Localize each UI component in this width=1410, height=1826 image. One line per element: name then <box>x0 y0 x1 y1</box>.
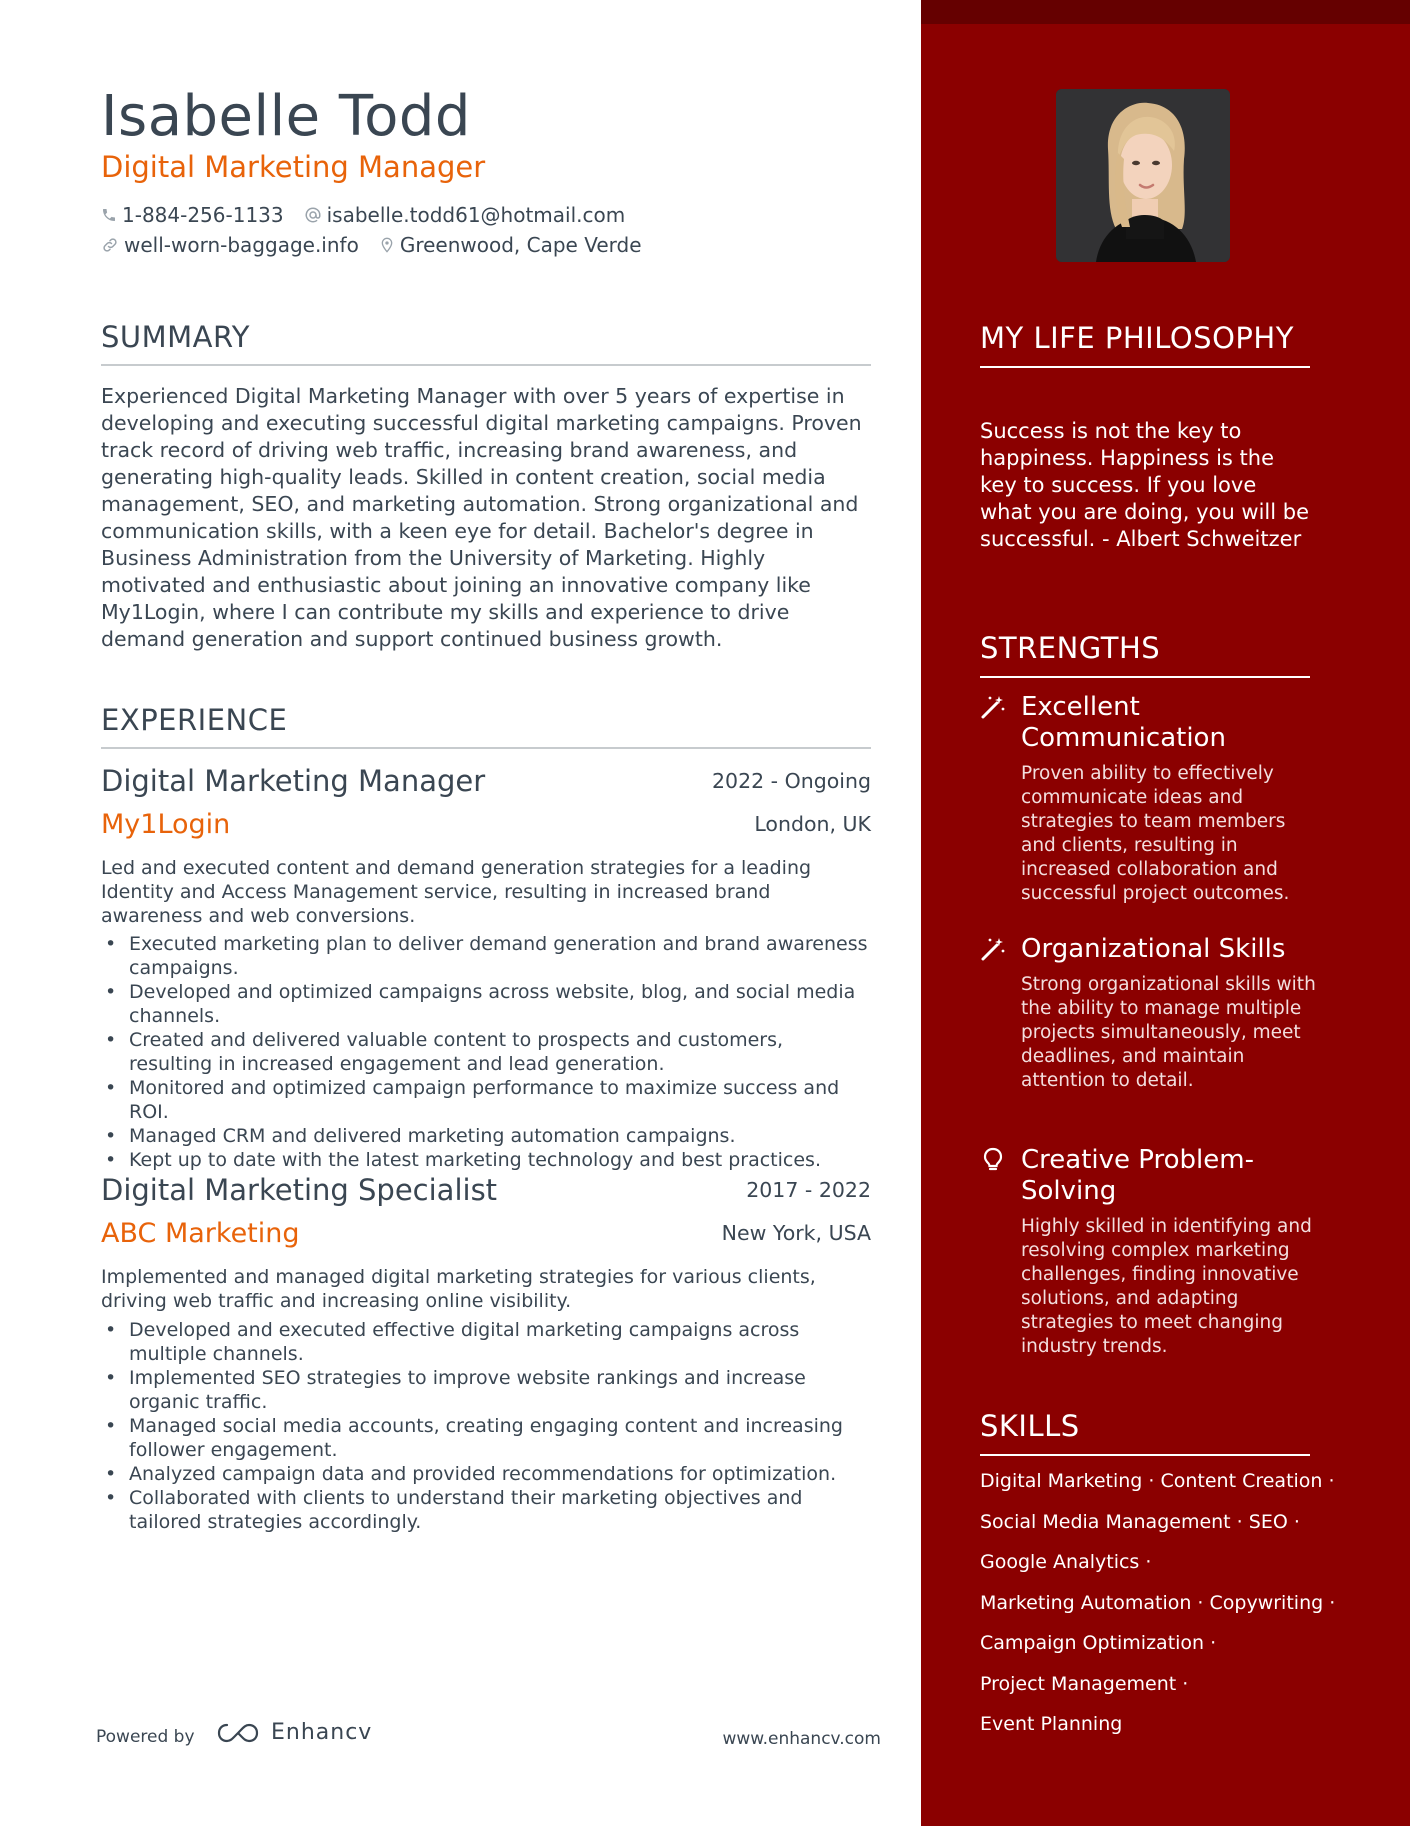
profile-photo <box>1056 89 1230 262</box>
skill-line: Social Media Management · SEO · <box>980 1510 1300 1533</box>
powered-by-label: Powered by <box>96 1727 195 1747</box>
website-text: well-worn-baggage.info <box>124 233 359 257</box>
skill-line: Marketing Automation · Copywriting · <box>980 1591 1336 1614</box>
enhancv-logo[interactable] <box>215 1720 372 1745</box>
job-bullet: • Developed and executed effective digital marketing campaigns across multiple channels. <box>101 1318 871 1366</box>
job-company: ABC Marketing <box>101 1218 300 1249</box>
sidebar <box>921 0 1410 1826</box>
job-bullet: • Kept up to date with the latest marketing technology and best practices. <box>101 1148 871 1172</box>
job-bullets <box>101 1318 871 1534</box>
job-bullet: • Managed CRM and delivered marketing automation campaigns. <box>101 1124 871 1148</box>
summary-heading: SUMMARY <box>101 320 871 366</box>
job-dates: 2017 - 2022 <box>746 1178 871 1202</box>
job-bullet: • Analyzed campaign data and provided recommendations for optimization. <box>101 1462 871 1486</box>
job-description: Implemented and managed digital marketing strategies for various clients, driving web traffic and increasing online visibility. <box>101 1266 816 1312</box>
strength-title: Excellent Communication <box>1021 692 1226 753</box>
job-bullet: • Managed social media accounts, creating engaging content and increasing follower engagement. <box>101 1414 871 1462</box>
job-bullet: • Developed and optimized campaigns across website, blog, and social media channels. <box>101 980 871 1028</box>
job-bullet: • Implemented SEO strategies to improve website rankings and increase organic traffic. <box>101 1366 871 1414</box>
job-location: New York, USA <box>721 1221 871 1245</box>
strength-description: Strong organizational skills with the ability to manage multiple projects simultaneously, meet deadlines, and maintain attention to detail. <box>1021 974 1316 1091</box>
job-bullet: • Collaborated with clients to understand their marketing objectives and tailored strategies accordingly. <box>101 1486 871 1534</box>
phone-contact[interactable] <box>101 203 284 227</box>
skills-list <box>980 1470 1340 1754</box>
strength-title: Organizational Skills <box>1021 934 1286 964</box>
phone-text: 1-884-256-1133 <box>122 203 284 227</box>
job-dates: 2022 - Ongoing <box>712 769 871 793</box>
job-title: Digital Marketing Manager <box>101 764 486 798</box>
job-bullet: • Monitored and optimized campaign performance to maximize success and ROI. <box>101 1076 871 1124</box>
skill-line: Event Planning <box>980 1713 1123 1735</box>
summary-text: Experienced Digital Marketing Manager with over 5 years of expertise in developing and executing successful digital marketing campaigns. Proven track record of driving web traffic, increasing brand awareness, and generating high-quality leads. Skilled in content creation, social media management, SEO, and marketing automation. Strong organizational and communication skills, with a keen eye for detail. Bachelor's degree in Business Administration from the University of Marketing. Highly motivated and enthusiastic about joining an innovative company like My1Login, where I can contribute my skills and experience to drive demand generation and support continued business growth. <box>101 384 862 651</box>
sidebar-top-band <box>921 0 1410 24</box>
at-icon <box>304 206 322 224</box>
email-contact[interactable] <box>304 203 626 227</box>
enhancv-logo-icon <box>215 1721 261 1745</box>
job-bullet: • Executed marketing plan to deliver demand generation and brand awareness campaigns. <box>101 932 871 980</box>
candidate-title: Digital Marketing Manager <box>101 150 486 184</box>
magic-wand-icon <box>980 936 1006 962</box>
lightbulb-icon <box>980 1147 1006 1173</box>
job-description: Led and executed content and demand generation strategies for a leading Identity and Access Management service, resulting in increased brand awareness and web conversions. <box>101 857 812 927</box>
job-bullets <box>101 932 871 1172</box>
job-title: Digital Marketing Specialist <box>101 1173 498 1207</box>
website-contact[interactable] <box>101 233 359 257</box>
location-text: Greenwood, Cape Verde <box>399 233 642 257</box>
location-pin-icon <box>379 236 395 254</box>
strength-item <box>980 934 1320 1093</box>
magic-wand-icon <box>980 694 1006 720</box>
strengths-heading: STRENGTHS <box>980 630 1310 678</box>
experience-heading: EXPERIENCE <box>101 703 871 749</box>
skill-line: Google Analytics · <box>980 1551 1152 1573</box>
footer-url[interactable]: www.enhancv.com <box>722 1729 881 1749</box>
strength-description: Highly skilled in identifying and resolving complex marketing challenges, finding innovative solutions, and adapting strategies to meet changing industry trends. <box>1021 1216 1312 1357</box>
profile-portrait-icon <box>1056 89 1230 262</box>
phone-icon <box>101 207 117 223</box>
enhancv-brand: Enhancv <box>271 1720 373 1745</box>
email-text: isabelle.todd61@hotmail.com <box>326 203 626 227</box>
job-location: London, UK <box>754 812 871 836</box>
job-company: My1Login <box>101 809 231 840</box>
skill-line: Project Management · <box>980 1672 1189 1695</box>
main-column <box>96 0 881 1826</box>
skill-line: Campaign Optimization · <box>980 1632 1217 1654</box>
candidate-name: Isabelle Todd <box>101 84 471 149</box>
skills-heading: SKILLS <box>980 1408 1310 1456</box>
skill-line: Digital Marketing · Content Creation · <box>980 1470 1335 1492</box>
philosophy-text: Success is not the key to happiness. Happiness is the key to success. If you love what you are doing, you will be successful. - Albert Schweitzer <box>980 419 1310 551</box>
contact-row-1 <box>101 203 645 227</box>
location-contact <box>379 233 642 257</box>
strength-item <box>980 692 1320 906</box>
link-icon <box>101 236 119 254</box>
philosophy-heading: MY LIFE PHILOSOPHY <box>980 320 1310 368</box>
strength-item <box>980 1145 1320 1359</box>
strength-title: Creative Problem-Solving <box>1021 1145 1254 1206</box>
job-bullet: • Created and delivered valuable content to prospects and customers, resulting in increased engagement and lead generation. <box>101 1028 871 1076</box>
contact-row-2 <box>101 233 662 257</box>
strength-description: Proven ability to effectively communicate ideas and strategies to team members and clients, resulting in increased collaboration and successful project outcomes. <box>1021 763 1290 904</box>
